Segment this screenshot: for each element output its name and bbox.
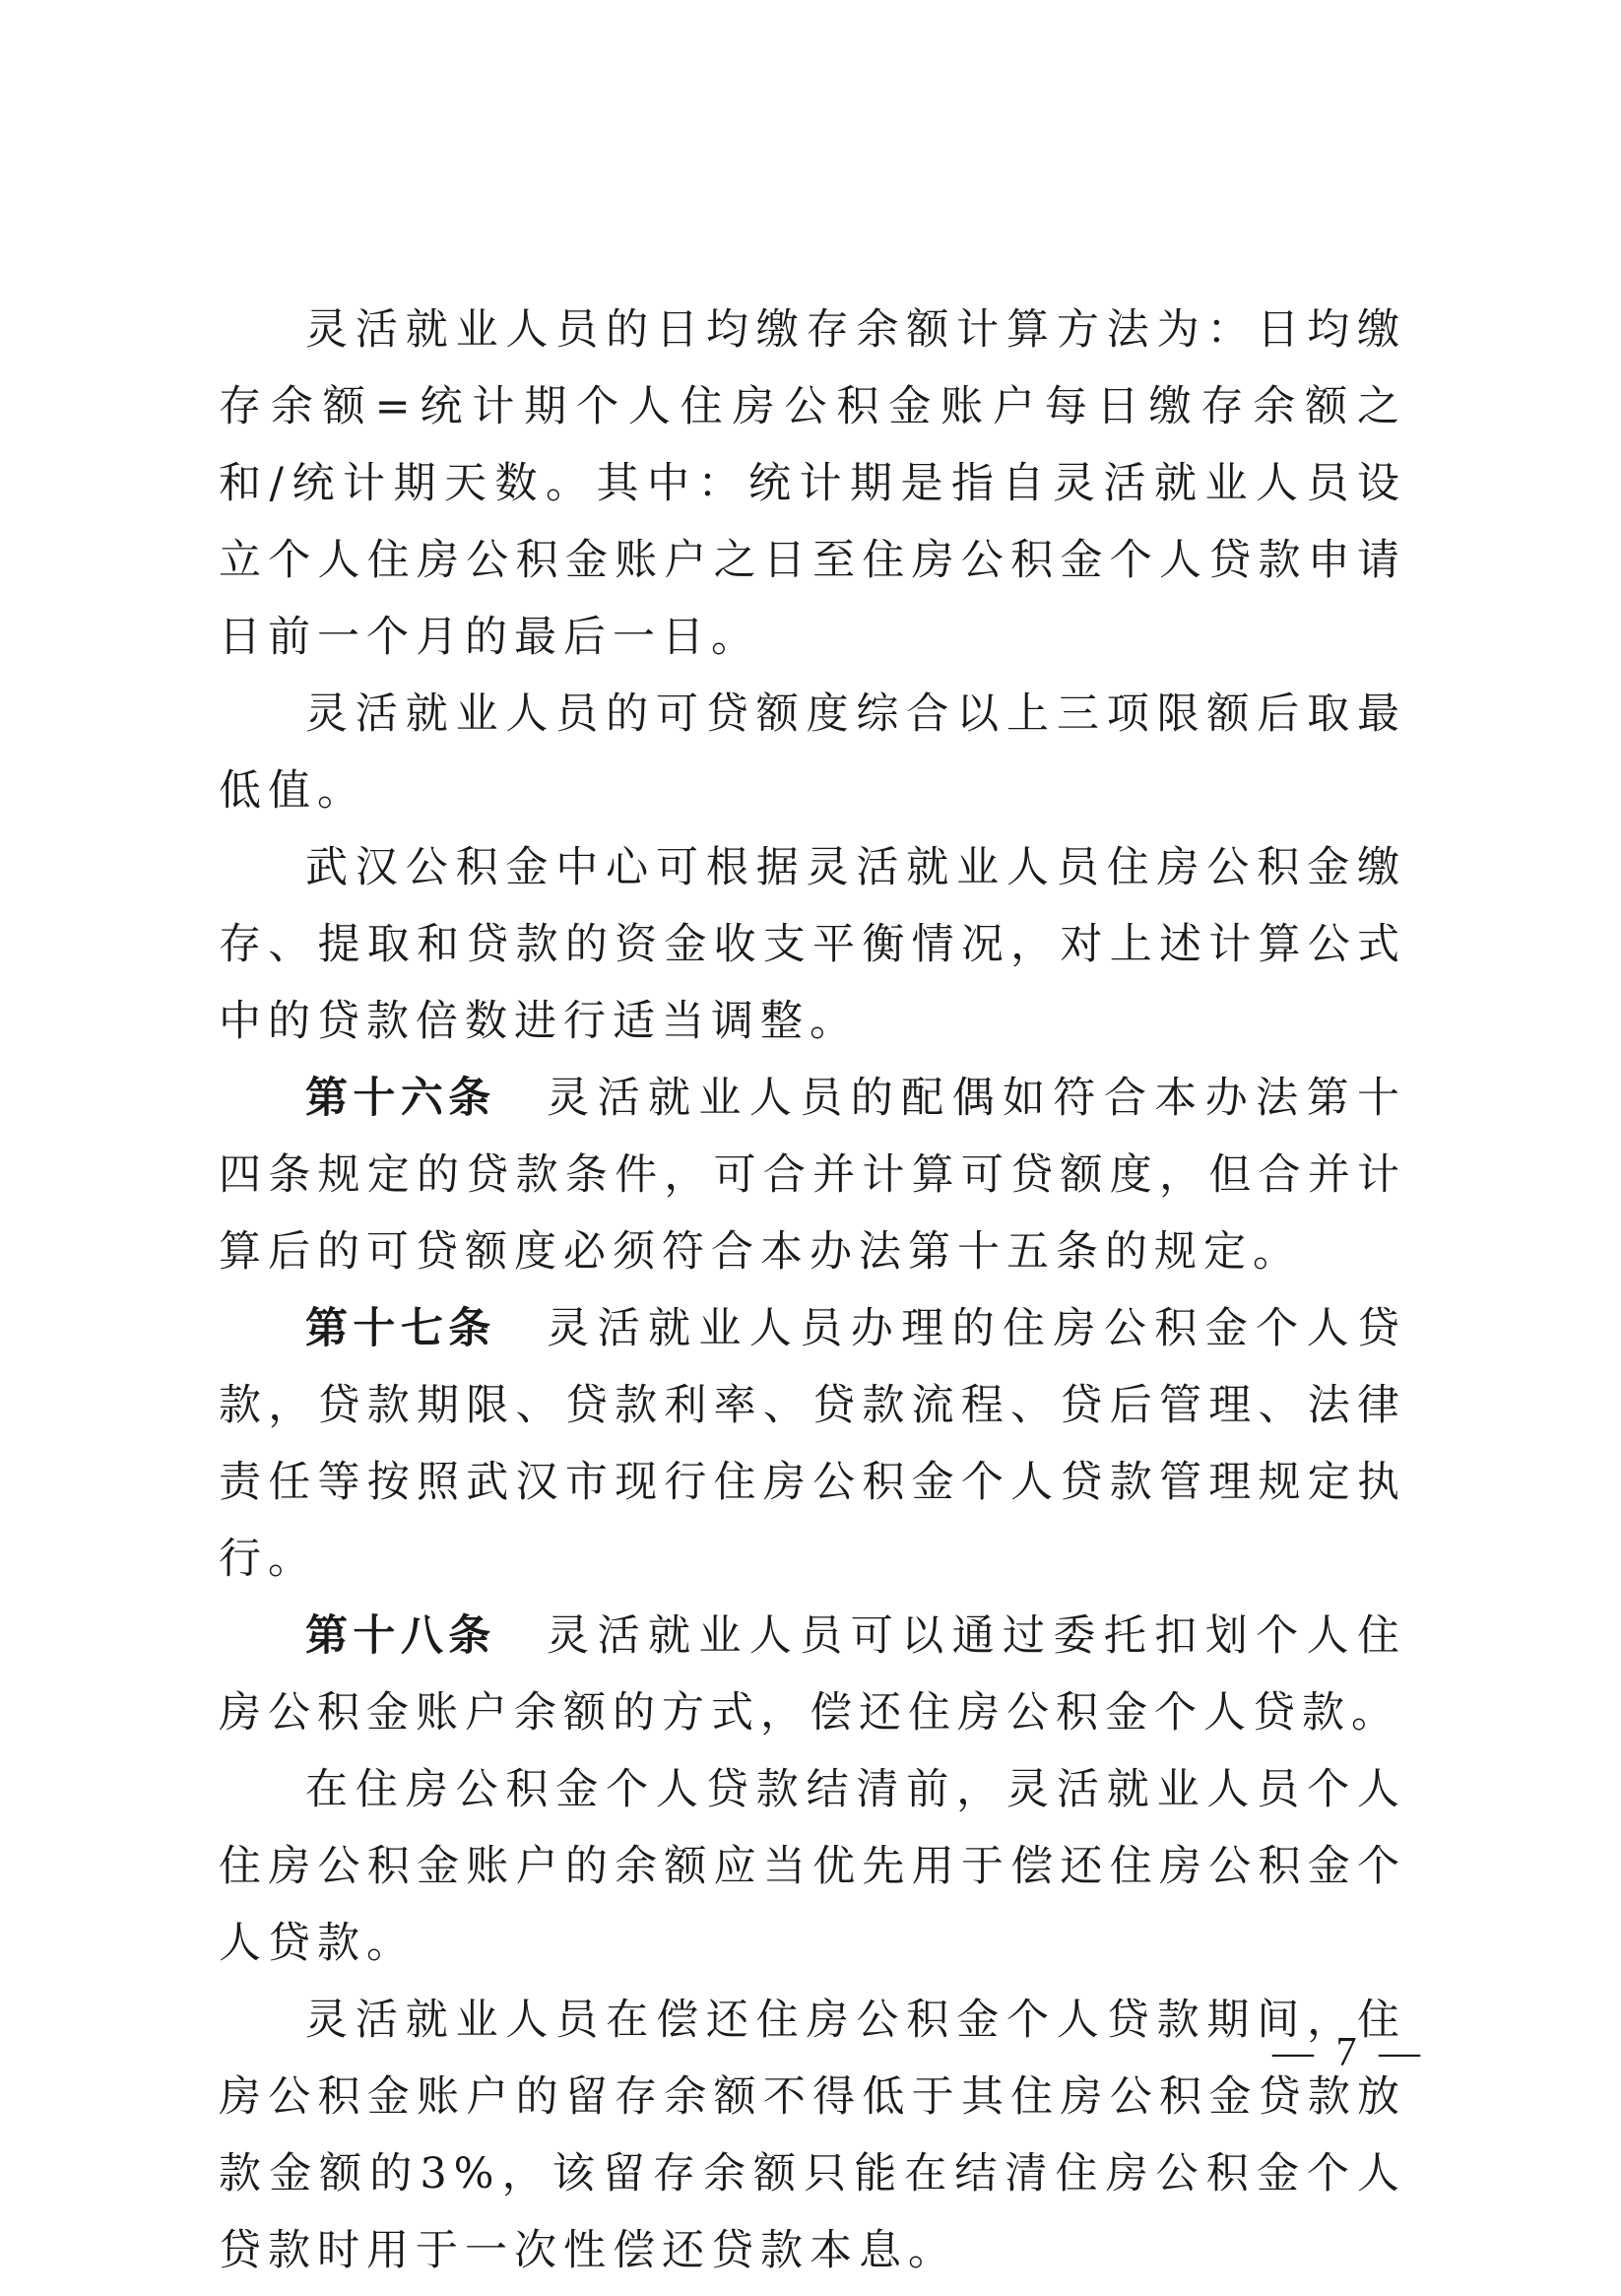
- paragraph-text: 灵活就业人员办理的住房公积金个人贷款，贷款期限、贷款利率、贷款流程、贷后管理、法律责任等按照武汉市现行住房公积金个人贷款管理规定执行。: [219, 1304, 1407, 1584]
- paragraph-text: 灵活就业人员可以通过委托扣划个人住房公积金账户余额的方式，偿还住房公积金个人贷款。: [219, 1611, 1407, 1738]
- paragraph-text: 灵活就业人员在偿还住房公积金个人贷款期间，住房公积金账户的留存余额不得低于其住房公积金贷款放款金额的3%，该留存余额只能在结清住房公积金个人贷款时用于一次性偿还贷款本息。: [219, 1996, 1406, 2275]
- paragraph-daily-balance-formula: [219, 292, 1406, 676]
- article-17: [219, 1290, 1406, 1598]
- article-title: 第十七条: [305, 1304, 496, 1353]
- document-body: [219, 292, 1406, 2289]
- page-number: — 7 —: [1272, 2030, 1426, 2075]
- article-18: [219, 1598, 1406, 1751]
- paragraph-text: 灵活就业人员的配偶如符合本办法第十四条规定的贷款条件，可合并计算可贷额度，但合并计算后的可贷额度必须符合本办法第十五条的规定。: [219, 1074, 1407, 1277]
- paragraph-text: 武汉公积金中心可根据灵活就业人员住房公积金缴存、提取和贷款的资金收支平衡情况，对上述计算公式中的贷款倍数进行适当调整。: [219, 843, 1406, 1046]
- paragraph-text: 在住房公积金个人贷款结清前，灵活就业人员个人住房公积金账户的余额应当优先用于偿还住房公积金个人贷款。: [219, 1765, 1406, 1968]
- article-title: 第十六条: [305, 1074, 496, 1123]
- article-16: [219, 1060, 1406, 1290]
- paragraph-balance-priority: [219, 1751, 1406, 1982]
- paragraph-loan-limit-minimum: [219, 676, 1406, 829]
- paragraph-multiplier-adjustment: [219, 829, 1406, 1060]
- paragraph-retained-balance: [219, 1982, 1406, 2289]
- paragraph-text: 灵活就业人员的可贷额度综合以上三项限额后取最低值。: [219, 689, 1406, 816]
- paragraph-text: 灵活就业人员的日均缴存余额计算方法为：日均缴存余额=统计期个人住房公积金账户每日缴存余额之和/统计期天数。其中：统计期是指自灵活就业人员设立个人住房公积金账户之日至住房公积金个人贷款申请日前一个月的最后一日。: [219, 305, 1406, 662]
- article-title: 第十八条: [305, 1611, 496, 1661]
